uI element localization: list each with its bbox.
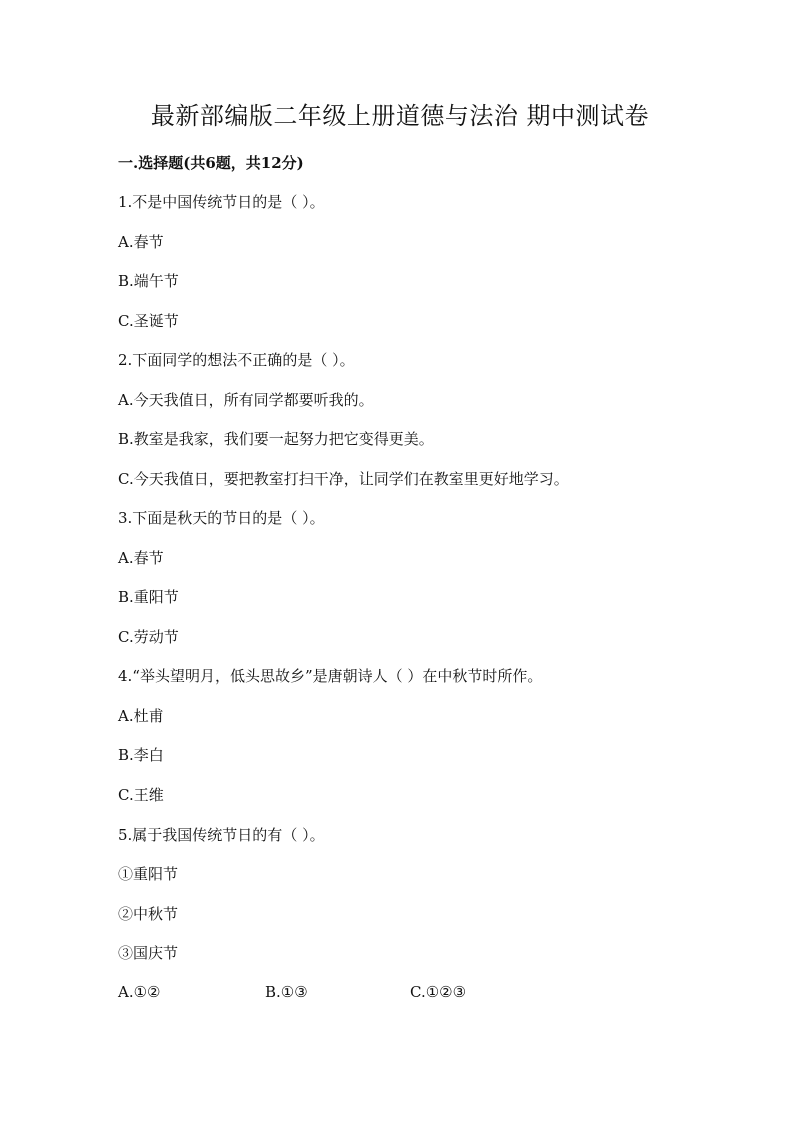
- q5-item-2: ②中秋节: [118, 905, 179, 923]
- q3-option-c: C.劳动节: [118, 628, 179, 646]
- q3-option-a: A.春节: [118, 549, 164, 567]
- q2-option-a: A.今天我值日，所有同学都要听我的。: [118, 391, 374, 409]
- question-3: 3.下面是秋天的节日的是（ ）。: [118, 509, 325, 527]
- q2-option-b: B.教室是我家，我们要一起努力把它变得更美。: [118, 430, 434, 448]
- q1-option-c: C.圣诞节: [118, 312, 179, 330]
- page-title: 最新部编版二年级上册道德与法治 期中测试卷: [150, 102, 650, 130]
- question-4: 4.“举头望明月，低头思故乡”是唐朝诗人（ ）在中秋节时所作。: [118, 667, 543, 685]
- question-5: 5.属于我国传统节日的有（ ）。: [118, 826, 325, 844]
- question-2: 2.下面同学的想法不正确的是（ ）。: [118, 351, 355, 369]
- q4-option-a: A.杜甫: [118, 707, 164, 725]
- q5-item-3: ③国庆节: [118, 944, 179, 962]
- q1-option-a: A.春节: [118, 233, 164, 251]
- q4-option-c: C.王维: [118, 786, 164, 804]
- section-heading: 一.选择题(共6题，共12分): [118, 154, 304, 172]
- question-1: 1.不是中国传统节日的是（ ）。: [118, 193, 325, 211]
- q3-option-b: B.重阳节: [118, 588, 179, 606]
- q1-option-b: B.端午节: [118, 272, 179, 290]
- q5-options: [118, 983, 678, 1007]
- q4-option-b: B.李白: [118, 746, 164, 764]
- q5-option-b: B.①③: [265, 983, 308, 1001]
- q5-option-a: A.①②: [118, 983, 161, 1001]
- q5-option-c: C.①②③: [410, 983, 467, 1001]
- q2-option-c: C.今天我值日，要把教室打扫干净，让同学们在教室里更好地学习。: [118, 470, 569, 488]
- q5-item-1: ①重阳节: [118, 865, 179, 883]
